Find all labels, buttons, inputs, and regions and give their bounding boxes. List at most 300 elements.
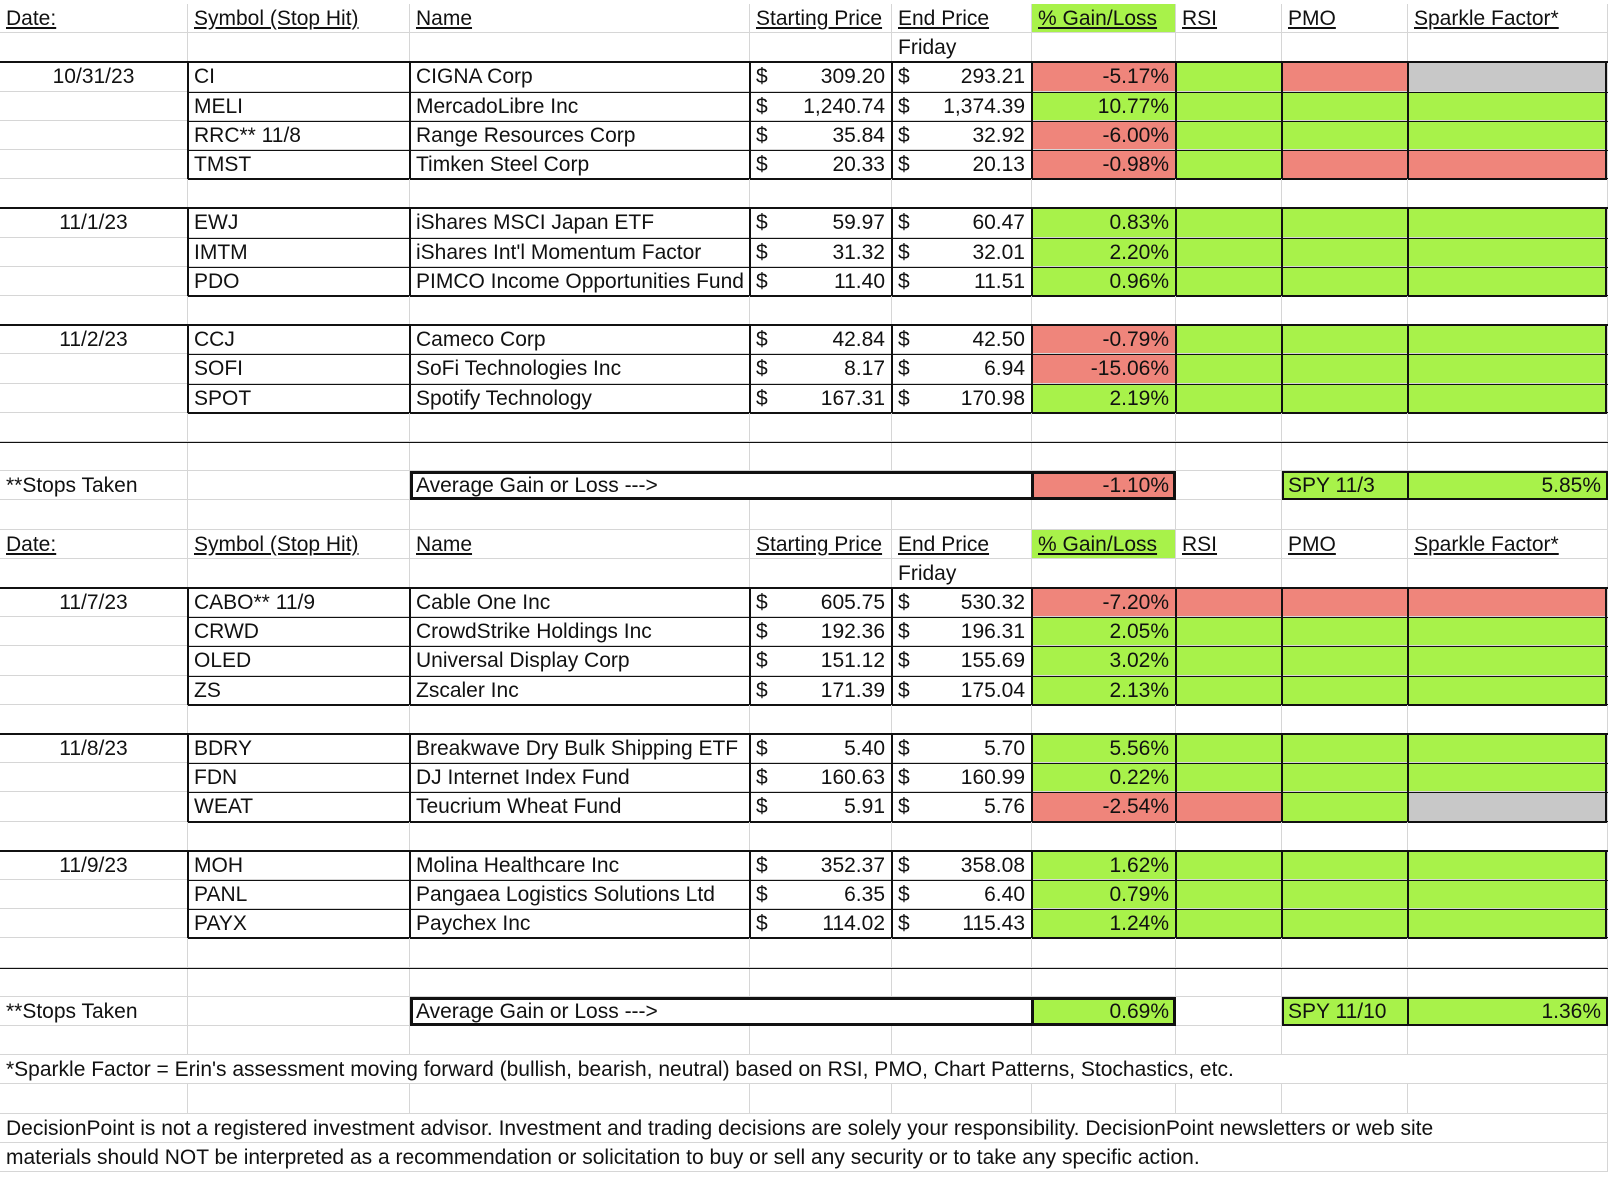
empty-cell[interactable] bbox=[1282, 1026, 1408, 1055]
pmo-status-cell[interactable] bbox=[1282, 734, 1408, 763]
starting-price-cell[interactable] bbox=[750, 150, 892, 179]
empty-cell[interactable] bbox=[1176, 296, 1282, 325]
end-price-cell[interactable] bbox=[892, 909, 1032, 938]
empty-cell[interactable] bbox=[1176, 705, 1282, 734]
pmo-status-cell[interactable] bbox=[1282, 267, 1408, 296]
empty-cell[interactable] bbox=[1032, 179, 1176, 208]
empty-cell[interactable] bbox=[0, 1026, 188, 1055]
empty-cell[interactable] bbox=[0, 354, 188, 384]
sparkle-status-cell[interactable] bbox=[1408, 734, 1608, 763]
empty-cell[interactable] bbox=[0, 150, 188, 179]
rsi-status-cell[interactable] bbox=[1176, 62, 1282, 92]
empty-cell[interactable] bbox=[1408, 705, 1608, 734]
empty-cell[interactable] bbox=[0, 559, 188, 588]
pmo-status-cell[interactable] bbox=[1282, 354, 1408, 384]
end-price-cell[interactable] bbox=[892, 617, 1032, 646]
sparkle-status-cell[interactable] bbox=[1408, 267, 1608, 296]
starting-price-cell[interactable] bbox=[750, 646, 892, 676]
empty-cell[interactable] bbox=[892, 442, 1032, 471]
symbol-cell[interactable] bbox=[188, 150, 410, 179]
gain-loss-cell[interactable] bbox=[1032, 267, 1176, 296]
pmo-status-cell[interactable] bbox=[1282, 121, 1408, 150]
symbol-cell[interactable] bbox=[188, 880, 410, 909]
starting-price-cell[interactable] bbox=[750, 325, 892, 354]
empty-cell[interactable] bbox=[1032, 413, 1176, 442]
sparkle-factor-header[interactable] bbox=[1408, 4, 1608, 33]
empty-cell[interactable] bbox=[410, 1026, 750, 1055]
empty-cell[interactable] bbox=[1032, 1026, 1176, 1055]
rsi-header[interactable] bbox=[1176, 4, 1282, 33]
rsi-status-cell[interactable] bbox=[1176, 208, 1282, 238]
empty-cell[interactable] bbox=[892, 1084, 1032, 1114]
sparkle-status-cell[interactable] bbox=[1408, 238, 1608, 267]
empty-cell[interactable] bbox=[750, 822, 892, 851]
rsi-status-cell[interactable] bbox=[1176, 851, 1282, 880]
starting-price-cell[interactable] bbox=[750, 617, 892, 646]
empty-cell[interactable] bbox=[892, 938, 1032, 968]
gain-loss-cell[interactable] bbox=[1032, 851, 1176, 880]
gain-loss-cell[interactable] bbox=[1032, 121, 1176, 150]
gain-loss-cell[interactable] bbox=[1032, 92, 1176, 121]
empty-cell[interactable] bbox=[410, 33, 750, 62]
starting-price-cell[interactable] bbox=[750, 208, 892, 238]
empty-cell[interactable] bbox=[1176, 822, 1282, 851]
empty-cell[interactable] bbox=[0, 938, 188, 968]
empty-cell[interactable] bbox=[1282, 413, 1408, 442]
average-gain-label[interactable] bbox=[410, 471, 1032, 500]
symbol-cell[interactable] bbox=[188, 384, 410, 413]
starting-price-cell[interactable] bbox=[750, 384, 892, 413]
sparkle-status-cell[interactable] bbox=[1408, 150, 1608, 179]
empty-cell[interactable] bbox=[188, 1026, 410, 1055]
end-price-cell[interactable] bbox=[892, 354, 1032, 384]
end-price-cell[interactable] bbox=[892, 62, 1032, 92]
end-price-cell[interactable] bbox=[892, 325, 1032, 354]
empty-cell[interactable] bbox=[1176, 442, 1282, 471]
sparkle-factor-header[interactable] bbox=[1408, 530, 1608, 559]
average-gain-value[interactable] bbox=[1032, 471, 1176, 500]
date-header[interactable] bbox=[0, 530, 188, 559]
empty-cell[interactable] bbox=[0, 33, 188, 62]
starting-price-cell[interactable] bbox=[750, 121, 892, 150]
end-price-cell[interactable] bbox=[892, 880, 1032, 909]
empty-cell[interactable] bbox=[750, 968, 892, 997]
symbol-cell[interactable] bbox=[188, 763, 410, 792]
empty-cell[interactable] bbox=[410, 559, 750, 588]
gain-loss-cell[interactable] bbox=[1032, 588, 1176, 617]
starting-price-cell[interactable] bbox=[750, 851, 892, 880]
pmo-header[interactable] bbox=[1282, 4, 1408, 33]
empty-cell[interactable] bbox=[1176, 1026, 1282, 1055]
sparkle-status-cell[interactable] bbox=[1408, 617, 1608, 646]
empty-cell[interactable] bbox=[0, 646, 188, 676]
name-cell[interactable] bbox=[410, 792, 750, 822]
starting-price-header[interactable] bbox=[750, 4, 892, 33]
date-cell[interactable] bbox=[0, 325, 188, 354]
date-cell[interactable] bbox=[0, 851, 188, 880]
empty-cell[interactable] bbox=[410, 938, 750, 968]
sparkle-status-cell[interactable] bbox=[1408, 384, 1608, 413]
end-price-cell[interactable] bbox=[892, 646, 1032, 676]
empty-cell[interactable] bbox=[0, 238, 188, 267]
name-cell[interactable] bbox=[410, 734, 750, 763]
name-cell[interactable] bbox=[410, 92, 750, 121]
symbol-cell[interactable] bbox=[188, 325, 410, 354]
name-cell[interactable] bbox=[410, 617, 750, 646]
empty-cell[interactable] bbox=[410, 442, 750, 471]
pmo-status-cell[interactable] bbox=[1282, 617, 1408, 646]
end-price-subnote[interactable] bbox=[892, 559, 1032, 588]
sparkle-status-cell[interactable] bbox=[1408, 646, 1608, 676]
name-cell[interactable] bbox=[410, 354, 750, 384]
empty-cell[interactable] bbox=[188, 471, 410, 500]
empty-cell[interactable] bbox=[750, 1026, 892, 1055]
pmo-status-cell[interactable] bbox=[1282, 676, 1408, 705]
empty-cell[interactable] bbox=[892, 296, 1032, 325]
empty-cell[interactable] bbox=[892, 1026, 1032, 1055]
rsi-status-cell[interactable] bbox=[1176, 617, 1282, 646]
empty-cell[interactable] bbox=[1032, 559, 1176, 588]
empty-cell[interactable] bbox=[0, 296, 188, 325]
starting-price-cell[interactable] bbox=[750, 676, 892, 705]
end-price-cell[interactable] bbox=[892, 92, 1032, 121]
name-cell[interactable] bbox=[410, 676, 750, 705]
symbol-cell[interactable] bbox=[188, 62, 410, 92]
spy-value[interactable] bbox=[1408, 997, 1608, 1026]
empty-cell[interactable] bbox=[1176, 500, 1282, 530]
empty-cell[interactable] bbox=[1408, 1026, 1608, 1055]
empty-cell[interactable] bbox=[188, 442, 410, 471]
empty-cell[interactable] bbox=[1282, 296, 1408, 325]
empty-cell[interactable] bbox=[0, 676, 188, 705]
empty-cell[interactable] bbox=[1176, 997, 1282, 1026]
pmo-status-cell[interactable] bbox=[1282, 384, 1408, 413]
rsi-header[interactable] bbox=[1176, 530, 1282, 559]
gain-loss-cell[interactable] bbox=[1032, 384, 1176, 413]
starting-price-cell[interactable] bbox=[750, 792, 892, 822]
empty-cell[interactable] bbox=[188, 938, 410, 968]
stops-taken-label[interactable] bbox=[0, 997, 188, 1026]
starting-price-cell[interactable] bbox=[750, 267, 892, 296]
end-price-cell[interactable] bbox=[892, 238, 1032, 267]
name-cell[interactable] bbox=[410, 763, 750, 792]
empty-cell[interactable] bbox=[1282, 1084, 1408, 1114]
date-header[interactable] bbox=[0, 4, 188, 33]
gain-loss-cell[interactable] bbox=[1032, 208, 1176, 238]
gain-loss-cell[interactable] bbox=[1032, 354, 1176, 384]
symbol-cell[interactable] bbox=[188, 238, 410, 267]
empty-cell[interactable] bbox=[188, 822, 410, 851]
empty-cell[interactable] bbox=[0, 822, 188, 851]
sparkle-status-cell[interactable] bbox=[1408, 909, 1608, 938]
empty-cell[interactable] bbox=[1032, 705, 1176, 734]
pmo-status-cell[interactable] bbox=[1282, 646, 1408, 676]
sparkle-status-cell[interactable] bbox=[1408, 325, 1608, 354]
sparkle-status-cell[interactable] bbox=[1408, 62, 1608, 92]
gain-loss-cell[interactable] bbox=[1032, 792, 1176, 822]
starting-price-cell[interactable] bbox=[750, 763, 892, 792]
empty-cell[interactable] bbox=[1282, 968, 1408, 997]
empty-cell[interactable] bbox=[750, 296, 892, 325]
rsi-status-cell[interactable] bbox=[1176, 763, 1282, 792]
pmo-status-cell[interactable] bbox=[1282, 62, 1408, 92]
end-price-cell[interactable] bbox=[892, 384, 1032, 413]
empty-cell[interactable] bbox=[0, 92, 188, 121]
empty-cell[interactable] bbox=[1032, 442, 1176, 471]
empty-cell[interactable] bbox=[892, 413, 1032, 442]
empty-cell[interactable] bbox=[0, 968, 188, 997]
empty-cell[interactable] bbox=[892, 500, 1032, 530]
rsi-status-cell[interactable] bbox=[1176, 909, 1282, 938]
starting-price-header[interactable] bbox=[750, 530, 892, 559]
rsi-status-cell[interactable] bbox=[1176, 150, 1282, 179]
symbol-cell[interactable] bbox=[188, 588, 410, 617]
sparkle-status-cell[interactable] bbox=[1408, 763, 1608, 792]
date-cell[interactable] bbox=[0, 62, 188, 92]
empty-cell[interactable] bbox=[188, 413, 410, 442]
sparkle-status-cell[interactable] bbox=[1408, 208, 1608, 238]
gain-loss-cell[interactable] bbox=[1032, 62, 1176, 92]
symbol-cell[interactable] bbox=[188, 208, 410, 238]
symbol-cell[interactable] bbox=[188, 646, 410, 676]
sparkle-footnote[interactable] bbox=[0, 1055, 1608, 1084]
rsi-status-cell[interactable] bbox=[1176, 354, 1282, 384]
empty-cell[interactable] bbox=[1282, 500, 1408, 530]
empty-cell[interactable] bbox=[0, 763, 188, 792]
empty-cell[interactable] bbox=[0, 179, 188, 208]
pmo-status-cell[interactable] bbox=[1282, 792, 1408, 822]
name-cell[interactable] bbox=[410, 238, 750, 267]
sparkle-status-cell[interactable] bbox=[1408, 792, 1608, 822]
empty-cell[interactable] bbox=[0, 413, 188, 442]
pmo-status-cell[interactable] bbox=[1282, 92, 1408, 121]
name-cell[interactable] bbox=[410, 208, 750, 238]
empty-cell[interactable] bbox=[1282, 705, 1408, 734]
symbol-cell[interactable] bbox=[188, 121, 410, 150]
empty-cell[interactable] bbox=[188, 559, 410, 588]
empty-cell[interactable] bbox=[188, 968, 410, 997]
symbol-cell[interactable] bbox=[188, 792, 410, 822]
empty-cell[interactable] bbox=[1176, 33, 1282, 62]
end-price-cell[interactable] bbox=[892, 792, 1032, 822]
empty-cell[interactable] bbox=[1032, 822, 1176, 851]
rsi-status-cell[interactable] bbox=[1176, 676, 1282, 705]
name-cell[interactable] bbox=[410, 62, 750, 92]
end-price-cell[interactable] bbox=[892, 267, 1032, 296]
date-cell[interactable] bbox=[0, 208, 188, 238]
empty-cell[interactable] bbox=[892, 179, 1032, 208]
empty-cell[interactable] bbox=[1408, 296, 1608, 325]
gain-loss-cell[interactable] bbox=[1032, 880, 1176, 909]
end-price-header[interactable] bbox=[892, 4, 1032, 33]
empty-cell[interactable] bbox=[750, 1084, 892, 1114]
sparkle-status-cell[interactable] bbox=[1408, 851, 1608, 880]
name-cell[interactable] bbox=[410, 588, 750, 617]
empty-cell[interactable] bbox=[1408, 822, 1608, 851]
sparkle-status-cell[interactable] bbox=[1408, 588, 1608, 617]
rsi-status-cell[interactable] bbox=[1176, 384, 1282, 413]
date-cell[interactable] bbox=[0, 588, 188, 617]
spy-value[interactable] bbox=[1408, 471, 1608, 500]
empty-cell[interactable] bbox=[188, 705, 410, 734]
symbol-cell[interactable] bbox=[188, 734, 410, 763]
empty-cell[interactable] bbox=[0, 267, 188, 296]
pmo-status-cell[interactable] bbox=[1282, 909, 1408, 938]
starting-price-cell[interactable] bbox=[750, 92, 892, 121]
rsi-status-cell[interactable] bbox=[1176, 734, 1282, 763]
empty-cell[interactable] bbox=[1408, 500, 1608, 530]
sparkle-status-cell[interactable] bbox=[1408, 676, 1608, 705]
name-cell[interactable] bbox=[410, 646, 750, 676]
empty-cell[interactable] bbox=[0, 792, 188, 822]
symbol-header[interactable] bbox=[188, 530, 410, 559]
starting-price-cell[interactable] bbox=[750, 238, 892, 267]
average-gain-label[interactable] bbox=[410, 997, 1032, 1026]
empty-cell[interactable] bbox=[0, 880, 188, 909]
name-cell[interactable] bbox=[410, 121, 750, 150]
sparkle-status-cell[interactable] bbox=[1408, 880, 1608, 909]
empty-cell[interactable] bbox=[1282, 938, 1408, 968]
symbol-cell[interactable] bbox=[188, 267, 410, 296]
gain-loss-cell[interactable] bbox=[1032, 763, 1176, 792]
empty-cell[interactable] bbox=[1282, 179, 1408, 208]
empty-cell[interactable] bbox=[1282, 822, 1408, 851]
gain-loss-cell[interactable] bbox=[1032, 734, 1176, 763]
empty-cell[interactable] bbox=[750, 33, 892, 62]
average-gain-value[interactable] bbox=[1032, 997, 1176, 1026]
spy-label[interactable] bbox=[1282, 997, 1408, 1026]
rsi-status-cell[interactable] bbox=[1176, 92, 1282, 121]
starting-price-cell[interactable] bbox=[750, 62, 892, 92]
empty-cell[interactable] bbox=[892, 968, 1032, 997]
rsi-status-cell[interactable] bbox=[1176, 792, 1282, 822]
pmo-status-cell[interactable] bbox=[1282, 150, 1408, 179]
empty-cell[interactable] bbox=[188, 179, 410, 208]
empty-cell[interactable] bbox=[410, 822, 750, 851]
sparkle-status-cell[interactable] bbox=[1408, 354, 1608, 384]
name-cell[interactable] bbox=[410, 851, 750, 880]
empty-cell[interactable] bbox=[1408, 179, 1608, 208]
gain-loss-cell[interactable] bbox=[1032, 150, 1176, 179]
empty-cell[interactable] bbox=[1408, 442, 1608, 471]
end-price-header[interactable] bbox=[892, 530, 1032, 559]
empty-cell[interactable] bbox=[1408, 938, 1608, 968]
end-price-cell[interactable] bbox=[892, 150, 1032, 179]
empty-cell[interactable] bbox=[0, 384, 188, 413]
empty-cell[interactable] bbox=[750, 413, 892, 442]
empty-cell[interactable] bbox=[1176, 968, 1282, 997]
empty-cell[interactable] bbox=[0, 500, 188, 530]
empty-cell[interactable] bbox=[1032, 500, 1176, 530]
empty-cell[interactable] bbox=[0, 121, 188, 150]
empty-cell[interactable] bbox=[410, 179, 750, 208]
empty-cell[interactable] bbox=[1176, 559, 1282, 588]
name-cell[interactable] bbox=[410, 325, 750, 354]
empty-cell[interactable] bbox=[1408, 1084, 1608, 1114]
empty-cell[interactable] bbox=[0, 705, 188, 734]
pmo-status-cell[interactable] bbox=[1282, 851, 1408, 880]
name-header[interactable] bbox=[410, 530, 750, 559]
symbol-cell[interactable] bbox=[188, 92, 410, 121]
stops-taken-label[interactable] bbox=[0, 471, 188, 500]
gain-loss-cell[interactable] bbox=[1032, 617, 1176, 646]
rsi-status-cell[interactable] bbox=[1176, 325, 1282, 354]
empty-cell[interactable] bbox=[0, 909, 188, 938]
date-cell[interactable] bbox=[0, 734, 188, 763]
rsi-status-cell[interactable] bbox=[1176, 588, 1282, 617]
end-price-cell[interactable] bbox=[892, 676, 1032, 705]
empty-cell[interactable] bbox=[1176, 938, 1282, 968]
name-cell[interactable] bbox=[410, 267, 750, 296]
rsi-status-cell[interactable] bbox=[1176, 646, 1282, 676]
gain-loss-cell[interactable] bbox=[1032, 676, 1176, 705]
gain-loss-cell[interactable] bbox=[1032, 909, 1176, 938]
gain-loss-cell[interactable] bbox=[1032, 238, 1176, 267]
empty-cell[interactable] bbox=[892, 822, 1032, 851]
empty-cell[interactable] bbox=[1032, 33, 1176, 62]
starting-price-cell[interactable] bbox=[750, 588, 892, 617]
empty-cell[interactable] bbox=[188, 296, 410, 325]
pmo-status-cell[interactable] bbox=[1282, 880, 1408, 909]
pmo-header[interactable] bbox=[1282, 530, 1408, 559]
empty-cell[interactable] bbox=[892, 705, 1032, 734]
empty-cell[interactable] bbox=[0, 1084, 188, 1114]
empty-cell[interactable] bbox=[1408, 413, 1608, 442]
starting-price-cell[interactable] bbox=[750, 880, 892, 909]
empty-cell[interactable] bbox=[750, 442, 892, 471]
empty-cell[interactable] bbox=[188, 1084, 410, 1114]
starting-price-cell[interactable] bbox=[750, 909, 892, 938]
end-price-cell[interactable] bbox=[892, 763, 1032, 792]
sparkle-status-cell[interactable] bbox=[1408, 92, 1608, 121]
disclaimer-line-1[interactable] bbox=[0, 1114, 1608, 1143]
symbol-header[interactable] bbox=[188, 4, 410, 33]
empty-cell[interactable] bbox=[1032, 968, 1176, 997]
empty-cell[interactable] bbox=[1176, 471, 1282, 500]
empty-cell[interactable] bbox=[410, 296, 750, 325]
name-header[interactable] bbox=[410, 4, 750, 33]
empty-cell[interactable] bbox=[188, 997, 410, 1026]
empty-cell[interactable] bbox=[1282, 442, 1408, 471]
empty-cell[interactable] bbox=[0, 442, 188, 471]
empty-cell[interactable] bbox=[0, 617, 188, 646]
spy-label[interactable] bbox=[1282, 471, 1408, 500]
end-price-cell[interactable] bbox=[892, 121, 1032, 150]
starting-price-cell[interactable] bbox=[750, 734, 892, 763]
disclaimer-line-2[interactable] bbox=[0, 1143, 1608, 1172]
rsi-status-cell[interactable] bbox=[1176, 267, 1282, 296]
symbol-cell[interactable] bbox=[188, 851, 410, 880]
empty-cell[interactable] bbox=[410, 1084, 750, 1114]
pmo-status-cell[interactable] bbox=[1282, 588, 1408, 617]
empty-cell[interactable] bbox=[410, 705, 750, 734]
rsi-status-cell[interactable] bbox=[1176, 880, 1282, 909]
gain-loss-cell[interactable] bbox=[1032, 646, 1176, 676]
name-cell[interactable] bbox=[410, 384, 750, 413]
empty-cell[interactable] bbox=[1176, 179, 1282, 208]
empty-cell[interactable] bbox=[1176, 413, 1282, 442]
empty-cell[interactable] bbox=[1032, 296, 1176, 325]
gain-loss-header[interactable] bbox=[1032, 530, 1176, 559]
gain-loss-header[interactable] bbox=[1032, 4, 1176, 33]
empty-cell[interactable] bbox=[410, 413, 750, 442]
pmo-status-cell[interactable] bbox=[1282, 325, 1408, 354]
rsi-status-cell[interactable] bbox=[1176, 238, 1282, 267]
empty-cell[interactable] bbox=[750, 179, 892, 208]
empty-cell[interactable] bbox=[750, 559, 892, 588]
empty-cell[interactable] bbox=[1408, 33, 1608, 62]
empty-cell[interactable] bbox=[1176, 1084, 1282, 1114]
